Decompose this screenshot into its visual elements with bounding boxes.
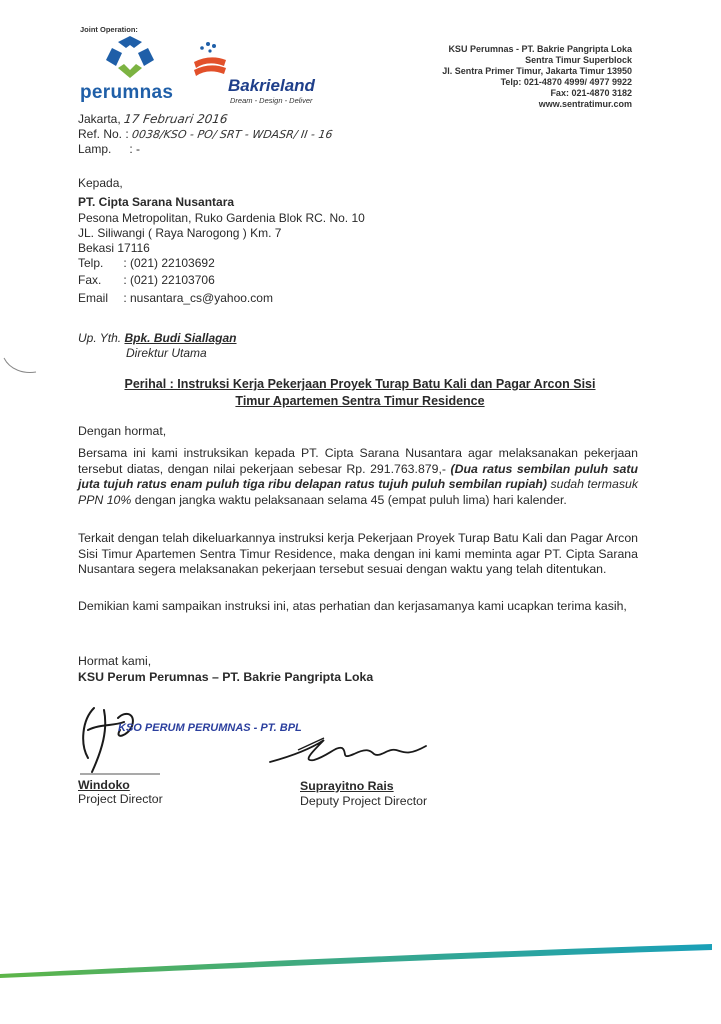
bakrieland-logo-text: Bakrieland <box>228 76 315 95</box>
signature-windoko <box>74 700 164 780</box>
handwritten-date: 17 Februari 2016 <box>123 112 229 126</box>
handwritten-ref: 0038/KSO - PO/ SRT - WDASR/ II - 16 <box>131 128 334 141</box>
bakrieland-tagline: Dream - Design - Deliver <box>230 96 313 105</box>
signer-2-name: Suprayitno Rais <box>300 779 394 793</box>
attn-title: Direktur Utama <box>126 346 207 360</box>
email-value: : nusantara_cs@yahoo.com <box>123 291 273 305</box>
bakrieland-logo-icon <box>190 40 230 82</box>
recipient-address-2: JL. Siliwangi ( Raya Narogong ) Km. 7 <box>78 226 282 240</box>
letter-date <box>78 112 228 127</box>
ref-label: Ref. No. : <box>78 127 129 141</box>
contact-line: KSU Perumnas - PT. Bakrie Pangripta Loka <box>448 44 632 54</box>
signature-suprayitno-icon <box>262 726 442 776</box>
signer-2-title: Deputy Project Director <box>300 794 428 808</box>
signer-1-name: Windoko <box>78 778 130 792</box>
p1-text-c: dengan jangka waktu pelaksanaan selama 45 (empat puluh lima) hari kalender. <box>131 492 567 507</box>
fax-value: : (021) 22103706 <box>123 273 215 287</box>
signature-suprayitno <box>262 726 442 776</box>
greeting: Dengan hormat, <box>78 424 167 438</box>
joint-operation-label: Joint Operation: <box>80 25 138 34</box>
place-label: Jakarta, <box>78 112 121 126</box>
p1-text-a: Bersama ini kami instruksikan kepada PT. Cipta Sarana Nusantara agar melaksanakan pekerjaan tersebut diatas, dengan nilai pekerjaan sebesar <box>78 446 638 476</box>
footer-stripe <box>0 930 721 980</box>
reference-number <box>78 127 333 142</box>
p1-tax-note: sudah termasuk PPN 10% <box>78 477 638 507</box>
contact-line: Telp: 021-4870 4999/ 4977 9922 <box>500 77 632 87</box>
bakrieland-logo <box>190 40 230 82</box>
company-contact-block <box>440 44 632 110</box>
recipient-fax <box>78 273 215 288</box>
sender-organization: KSU Perum Perumnas – PT. Bakrie Pangripta Loka <box>78 670 374 684</box>
subject-line-1: Perihal : Instruksi Kerja Pekerjaan Proyek Turap Batu Kali dan Pagar Arcon Sisi <box>124 377 596 391</box>
signature-windoko-icon <box>74 700 164 780</box>
fax-label: Fax. <box>78 273 102 287</box>
margin-mark-icon <box>0 350 40 380</box>
attn-label: Up. Yth. <box>78 331 122 345</box>
recipient-company: PT. Cipta Sarana Nusantara <box>78 195 235 209</box>
signer-1-title: Project Director <box>78 792 163 806</box>
paragraph-3: Demikian kami sampaikan instruksi ini, atas perhatian dan kerjasamanya kami ucapkan terima kasih, <box>78 599 627 613</box>
contact-website: www.sentratimur.com <box>538 99 632 109</box>
attn-name: Bpk. Budi Siallagan <box>124 331 237 345</box>
contact-line: Jl. Sentra Primer Timur, Jakarta Timur 13950 <box>442 66 632 76</box>
phone-value: : (021) 22103692 <box>123 256 215 270</box>
subject-line-2: Timur Apartemen Sentra Timur Residence <box>235 394 485 408</box>
perumnas-logo <box>100 36 160 84</box>
footer-stripe-icon <box>0 930 721 980</box>
paragraph-2: Terkait dengan telah dikeluarkannya instruksi kerja Pekerjaan Proyek Turap Batu Kali dan Pagar Arcon Sisi Timur Apartemen Sentra Timur Residence, maka dengan ini kami meminta agar PT. Cipta Sarana Nusantara segera melaksanakan pekerjaan tersebut sesuai dengan waktu yang telah ditentukan. <box>78 531 638 576</box>
lamp-label: Lamp. <box>78 142 112 156</box>
attention-line <box>78 331 237 346</box>
phone-label: Telp. <box>78 256 104 270</box>
recipient-phone <box>78 256 215 271</box>
p1-amount-words: (Dua ratus sembilan puluh satu juta tujuh ratus enam puluh tiga ribu delapan ratus tujuh puluh sembilan rupiah) <box>78 461 638 491</box>
recipient-address-3: Bekasi 17116 <box>78 241 150 255</box>
contact-line: Fax: 021-4870 3182 <box>550 88 632 98</box>
recipient-email <box>78 291 273 306</box>
attachment-line <box>78 142 140 157</box>
paragraph-1 <box>78 446 638 508</box>
contact-line: Sentra Timur Superblock <box>525 55 632 65</box>
p1-amount: Rp. 291.763.879,- <box>346 461 446 476</box>
kepada-label: Kepada, <box>78 176 123 190</box>
email-label: Email <box>78 291 109 305</box>
company-stamp: KSO PERUM PERUMNAS - PT. BPL <box>118 722 302 734</box>
regards: Hormat kami, <box>78 654 152 668</box>
recipient-address-1: Pesona Metropolitan, Ruko Gardenia Blok RC. No. 10 <box>78 211 365 225</box>
margin-mark-left <box>0 350 40 380</box>
lamp-value: : - <box>129 142 141 156</box>
perumnas-logo-icon <box>100 36 160 84</box>
perumnas-logo-text: perumnas <box>80 82 174 103</box>
